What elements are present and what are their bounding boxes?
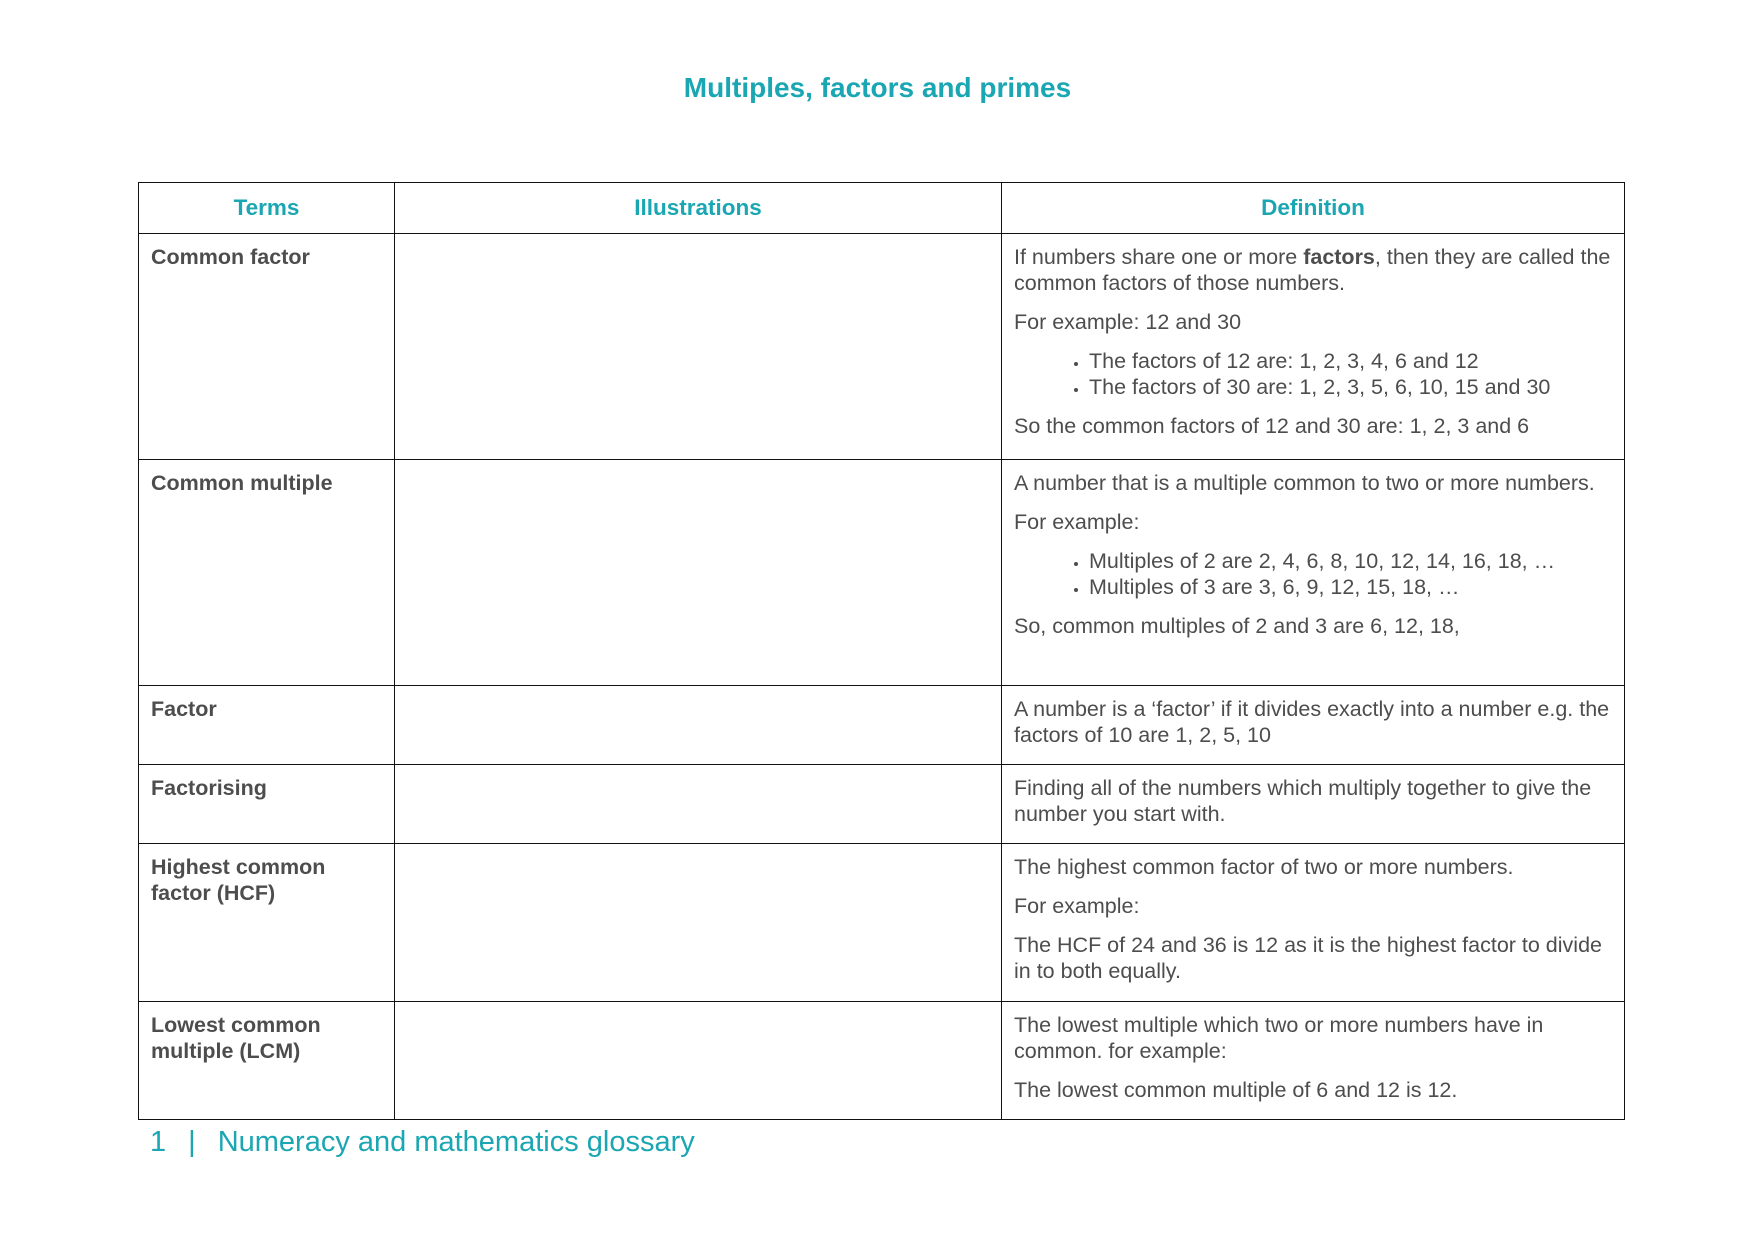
bullet-list: [1014, 548, 1612, 600]
definition-text: For example:: [1014, 894, 1140, 918]
definition-text: A number that is a multiple common to two or more numbers.: [1014, 471, 1595, 495]
definition-text: The lowest multiple which two or more numbers have in common. for example:: [1014, 1013, 1544, 1063]
table-row: [139, 686, 1625, 765]
table-row: [139, 234, 1625, 460]
header-illustrations: Illustrations: [395, 183, 1002, 234]
term-cell: Common multiple: [139, 460, 395, 686]
page-title: Multiples, factors and primes: [683, 72, 1072, 103]
list-item: • The factors of 30 are: 1, 2, 3, 5, 6, 10, 15 and 30: [1089, 374, 1612, 400]
glossary-table: [138, 182, 1625, 1120]
definition-text: The HCF of 24 and 36 is 12 as it is the highest factor to divide in to both equally.: [1014, 933, 1602, 983]
definition-cell: [1002, 765, 1625, 844]
definition-text: The lowest common multiple of 6 and 12 is 12.: [1014, 1078, 1458, 1102]
definition-text: The highest common factor of two or more numbers.: [1014, 855, 1514, 879]
illustration-cell: [395, 844, 1002, 1002]
table-row: [139, 1002, 1625, 1120]
definition-cell: [1002, 1002, 1625, 1120]
term-cell: Highest common factor (HCF): [139, 844, 395, 1002]
definition-cell: [1002, 234, 1625, 460]
definition-cell: [1002, 844, 1625, 1002]
term-cell: Common factor: [139, 234, 395, 460]
table-row: [139, 460, 1625, 686]
document-title: Numeracy and mathematics glossary: [217, 1126, 695, 1158]
term-cell: Factorising: [139, 765, 395, 844]
table-row: [139, 844, 1625, 1002]
header-terms: Terms: [139, 183, 395, 234]
definition-text: A number is a ‘factor’ if it divides exactly into a number e.g. the factors of 10 are 1, 2, 5, 10: [1014, 697, 1610, 747]
list-item: • Multiples of 2 are 2, 4, 6, 8, 10, 12, 14, 16, 18, …: [1089, 548, 1612, 574]
illustration-cell: [395, 765, 1002, 844]
definition-text: Finding all of the numbers which multiply together to give the number you start with.: [1014, 776, 1592, 826]
illustration-cell: [395, 460, 1002, 686]
definition-cell: [1002, 460, 1625, 686]
list-item: • The factors of 12 are: 1, 2, 3, 4, 6 and 12: [1089, 348, 1612, 374]
term-cell: Lowest common multiple (LCM): [139, 1002, 395, 1120]
definition-text: For example: 12 and 30: [1014, 310, 1242, 334]
definition-text: So, common multiples of 2 and 3 are 6, 12, 18,: [1014, 614, 1460, 638]
definition-cell: [1002, 686, 1625, 765]
illustration-cell: [395, 1002, 1002, 1120]
list-item: • Multiples of 3 are 3, 6, 9, 12, 15, 18, …: [1089, 574, 1612, 600]
definition-text: For example:: [1014, 510, 1140, 534]
illustration-cell: [395, 234, 1002, 460]
page-number: 1: [150, 1126, 167, 1158]
bullet-list: [1014, 348, 1612, 400]
definition-text: So the common factors of 12 and 30 are: 1, 2, 3 and 6: [1014, 414, 1530, 438]
header-definition: Definition: [1002, 183, 1625, 234]
illustration-cell: [395, 686, 1002, 765]
definition-text: If numbers share one or more factors, then they are called the common factors of those numbers.: [1014, 245, 1611, 295]
table-header-row: [139, 183, 1625, 234]
table-row: [139, 765, 1625, 844]
footer-separator: |: [188, 1126, 196, 1158]
term-cell: Factor: [139, 686, 395, 765]
bold-term: factors: [1303, 245, 1375, 269]
page-footer: [150, 1126, 695, 1159]
